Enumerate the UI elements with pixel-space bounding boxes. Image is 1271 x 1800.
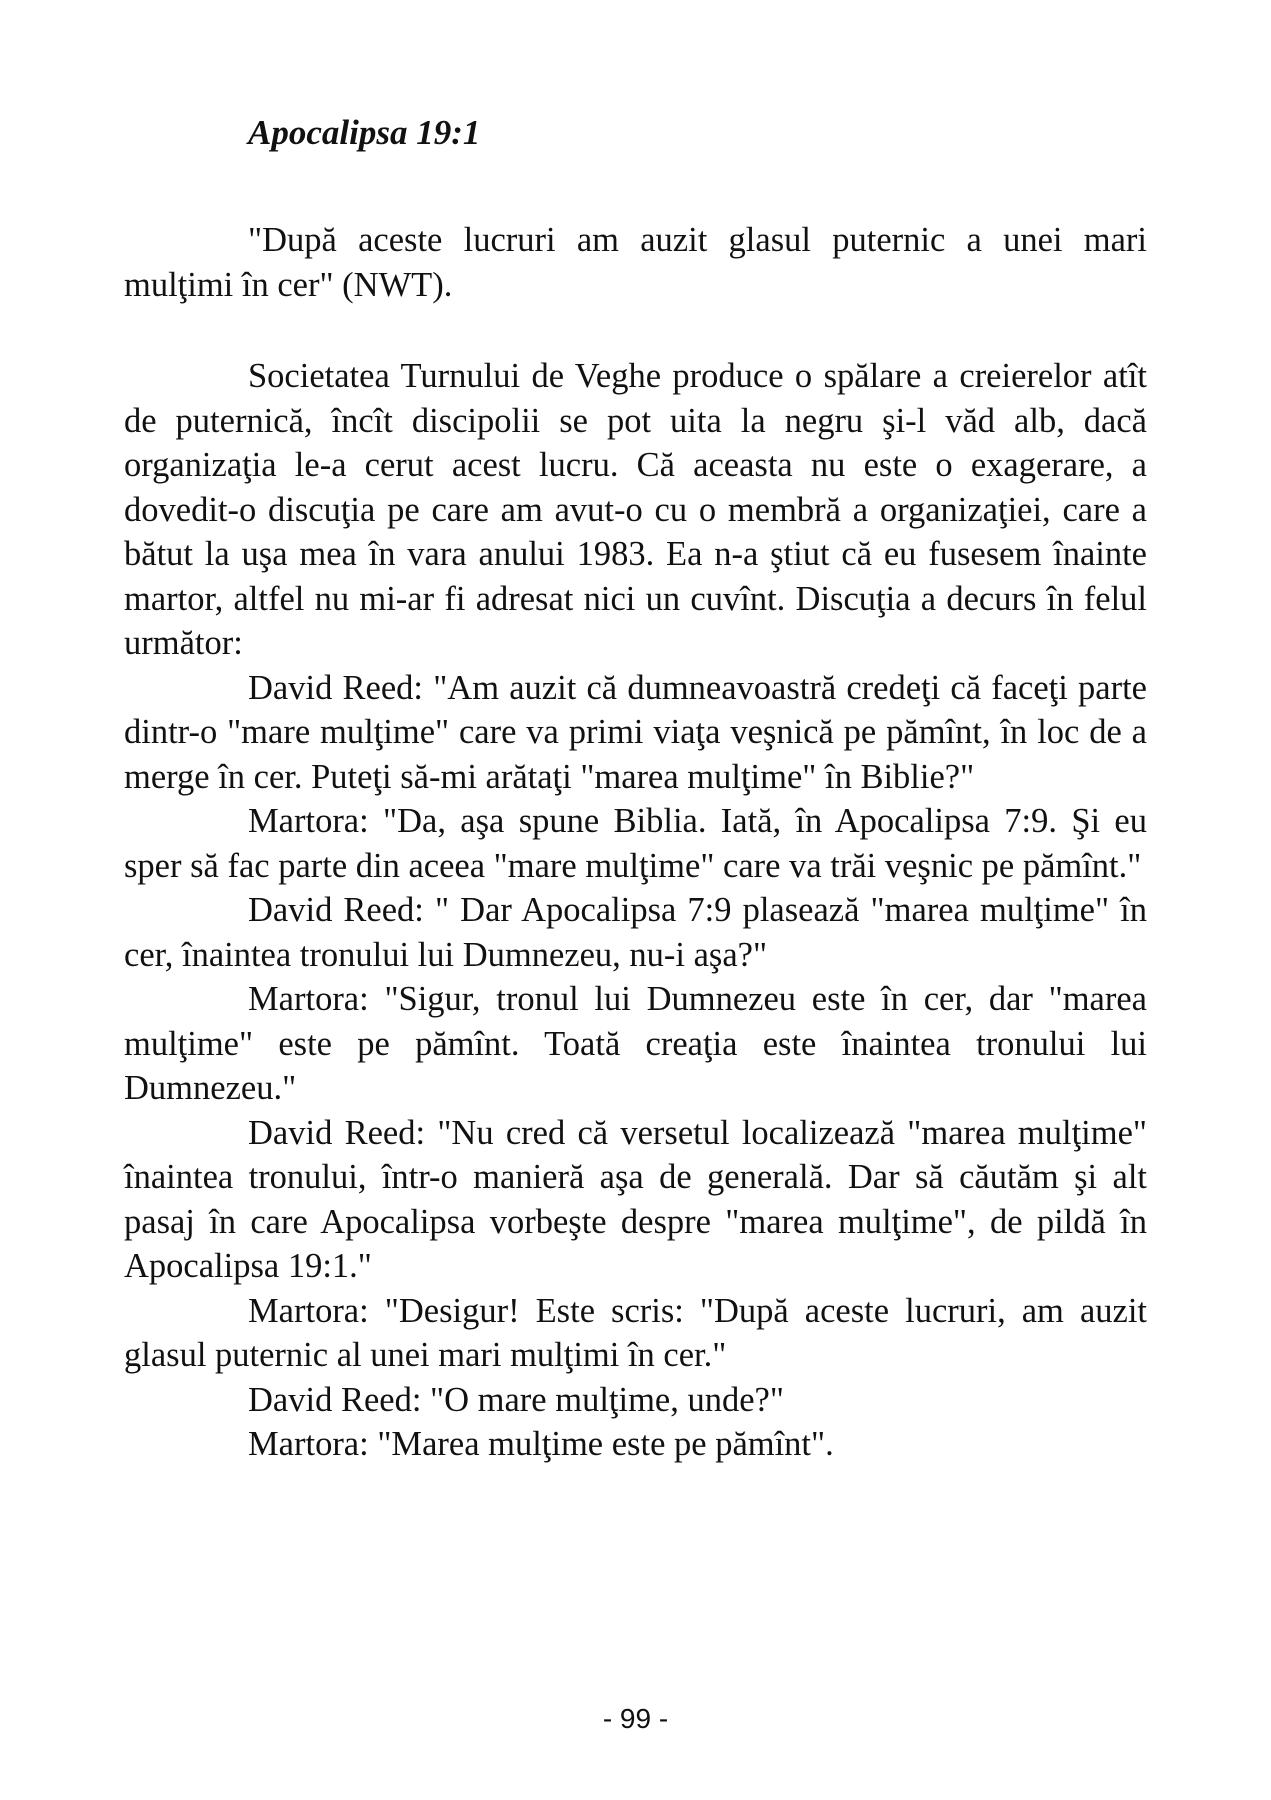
dialogue-line: Martora: "Da, aşa spune Biblia. Iată, în Apocalipsa 7:9. Şi eu sper să fac parte din aceea "mare mulţime" care va trăi veşnic pe pămînt." (124, 802, 1147, 885)
body-text (124, 354, 1147, 1467)
dialogue-line: David Reed: "Am auzit că dumneavoastră credeţi că faceţi parte dintr-o "mare mulţime" care va primi viaţa veşnică pe pămînt, în loc de a merge în cer. Puteţi să-mi arătaţi "marea mulţime" în Biblie?" (124, 668, 1147, 796)
intro-paragraph: Societatea Turnului de Veghe produce o spălare a creierelor atît de puternică, încît discipolii se pot uita la negru şi-l văd alb, dacă organizaţia le-a cerut acest lucru. Că aceasta nu este o exagerare, a dovedit-o discuţia pe care am avut-o cu o membră a organizaţiei, care a bătut la uşa mea în vara anului 1983. Ea n-a ştiut că eu fusesem înainte martor, altfel nu mi-ar fi adresat nici un cuvînt. Discuţia a decurs în felul următor: (124, 357, 1147, 662)
verse-quote: "După aceste lucruri am auzit glasul puternic a unei mari mulţimi în cer" (NWT). (124, 221, 1147, 304)
page-number: - 99 - (602, 1703, 669, 1734)
dialogue-line: David Reed: "Nu cred că versetul localizează "marea mulţime" înaintea tronului, într-o manieră aşa de generală. Dar să căutăm şi alt pasaj în care Apocalipsa vorbeşte despre "marea mulţime", de pildă în Apocalipsa 19:1." (124, 1113, 1147, 1285)
dialogue-line: David Reed: " Dar Apocalipsa 7:9 plasează "marea mulţime" în cer, înaintea tronului lui Dumnezeu, nu-i aşa?" (124, 891, 1147, 974)
dialogue-line: David Reed: "O mare mulţime, unde?" (248, 1380, 784, 1419)
dialogue-line: Martora: "Marea mulţime este pe pămînt". (248, 1425, 834, 1463)
verse-quote-block (124, 218, 1147, 307)
dialogue-line: Martora: "Desigur! Este scris: "După aceste lucruri, am auzit glasul puternic al unei mari mulţimi în cer." (124, 1291, 1147, 1374)
chapter-heading: Apocalipsa 19:1 (248, 113, 481, 152)
dialogue-line: Martora: "Sigur, tronul lui Dumnezeu este în cer, dar "marea mulţime" este pe pămînt. Toată creaţia este înaintea tronului lui Dumnezeu." (124, 980, 1147, 1107)
